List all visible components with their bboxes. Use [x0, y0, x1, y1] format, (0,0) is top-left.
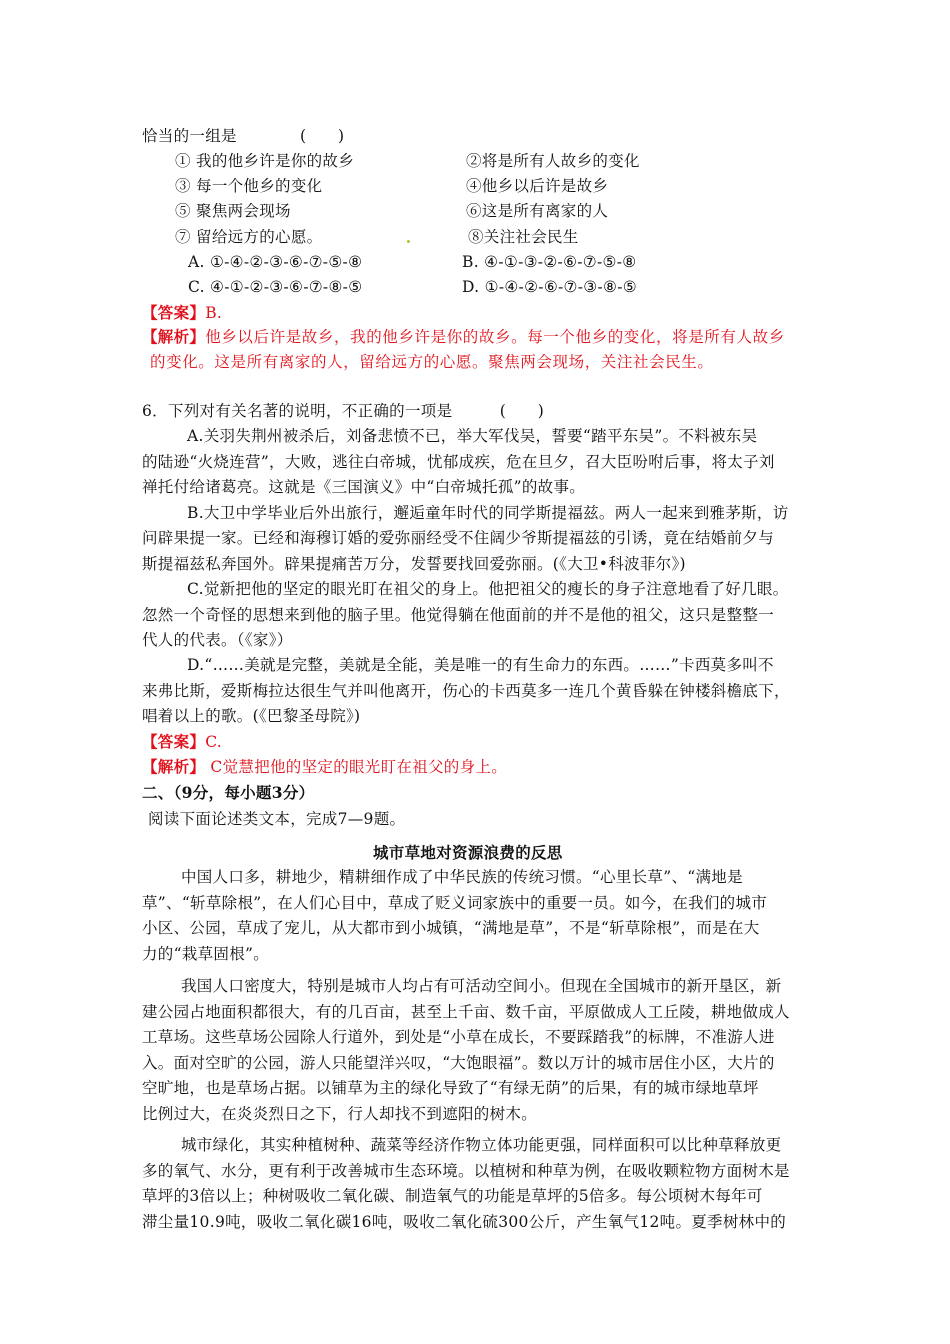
q5-answer	[142, 302, 222, 324]
answer-value: B.	[205, 304, 223, 322]
article-paragraph-3: 滞尘量10.9吨，吸收二氧化碳16吨，吸收二氧化硫300公斤，产生氧气12吨。夏季树林中的	[142, 1213, 787, 1231]
article-paragraph-2: 工草场。这些草场公园除人行道外，到处是“小草在成长，不要踩踏我”的标牌，不准游人进	[142, 1028, 775, 1046]
q6-option-b: 问辟果提一家。已经和海穆订婚的爱弥丽经受不住阔少爷斯提福兹的引诱，竟在结婚前夕与	[142, 529, 775, 547]
answer-value: C.	[205, 733, 223, 751]
article-paragraph-2: 空旷地，也是草场占据。以铺草为主的绿化导致了“有绿无荫”的后果，有的城市绿地草坪	[142, 1079, 759, 1097]
article-paragraph-1: 中国人口多，耕地少，精耕细作成了中华民族的传统习惯。“心里长草”、“满地是	[181, 868, 743, 886]
q6-option-c: 忽然一个奇怪的思想来到他的脑子里。他觉得躺在他面前的并不是他的祖父，这只是整整一	[142, 606, 775, 624]
article-paragraph-2: 入。面对空旷的公园，游人只能望洋兴叹，“大饱眼福”。数以万计的城市居住小区，大片的	[142, 1054, 775, 1072]
q5-option-right: ④他乡以后许是故乡	[466, 177, 609, 195]
article-paragraph-1: 小区、公园，草成了宠儿，从大都市到小城镇，“满地是草”，不是“斩草除根”，而是在大	[142, 919, 760, 937]
q6-option-b: B.大卫中学毕业后外出旅行，邂逅童年时代的同学斯提福兹。两人一起来到雅茅斯，访	[187, 504, 789, 522]
q5-option-right: ⑧关注社会民生	[468, 228, 579, 246]
article-paragraph-2: 建公园占地面积都很大，有的几百亩，甚至上千亩、数千亩，平原做成人工丘陵，耕地做成人	[142, 1003, 790, 1021]
q6-option-a: A.关羽失荆州被杀后，刘备悲愤不已，举大军伐吴，誓要“踏平东吴”。不料被东吴	[187, 427, 758, 445]
q5-option-left: ⑤ 聚焦两会现场	[175, 202, 291, 220]
article-paragraph-1: 草”、“斩草除根”，在人们心目中，草成了贬义词家族中的重要一员。如今，在我们的城市	[142, 894, 768, 912]
q5-choice-right: B. ④-①-③-②-⑥-⑦-⑤-⑧	[462, 253, 637, 271]
stray-mark	[407, 240, 410, 243]
article-paragraph-2: 我国人口密度大，特别是城市人均占有可活动空间小。但现在全国城市的新开垦区，新	[181, 977, 782, 995]
q5-analysis-continued: 的变化。这是所有离家的人，留给远方的心愿。聚焦两会现场，关注社会民生。	[150, 353, 714, 371]
q6-option-d: 来弗比斯，爱斯梅拉达很生气并叫他离开，伤心的卡西莫多一连几个黄昏躲在钟楼斜檐底下，	[142, 682, 790, 700]
q6-answer	[142, 731, 222, 753]
q5-option-right: ⑥这是所有离家的人	[466, 202, 609, 220]
q5-stem: 恰当的一组是 ( )	[142, 127, 345, 145]
article-paragraph-3: 多的氧气、水分，更有利于改善城市生态环境。以植树和种草为例，在吸收颗粒物方面树木是	[142, 1162, 790, 1180]
q6-option-d: 唱着以上的歌。(《巴黎圣母院》)	[142, 707, 361, 725]
q6-stem: 6．下列对有关名著的说明，不正确的一项是 ( )	[142, 402, 545, 420]
article-paragraph-2: 比例过大，在炎炎烈日之下，行人却找不到遮阳的树木。	[142, 1105, 538, 1123]
q5-choice-left: A. ①-④-②-③-⑥-⑦-⑤-⑧	[188, 253, 363, 271]
article-paragraph-3: 草坪的3倍以上；种树吸收二氧化碳、制造氧气的功能是草坪的5倍多。每公顷树木每年可	[142, 1187, 763, 1205]
q6-option-d: D.“……美就是完整，美就是全能，美是唯一的有生命力的东西。……”卡西莫多叫不	[187, 656, 774, 674]
analysis-label: 【解析】	[142, 757, 206, 776]
q5-option-left: ① 我的他乡许是你的故乡	[175, 152, 355, 170]
section-heading: 二、（9分，每小题3分）	[142, 783, 315, 802]
answer-label: 【答案】	[142, 732, 206, 751]
article-paragraph-3: 城市绿化，其实种植树种、蔬菜等经济作物立体功能更强，同样面积可以比种草释放更	[181, 1136, 782, 1154]
q5-choice-left: C. ④-①-②-③-⑥-⑦-⑧-⑤	[188, 278, 363, 296]
analysis-text: 他乡以后许是故乡，我的他乡许是你的故乡。每一个他乡的变化，将是所有人故乡	[205, 328, 785, 346]
analysis-text: C觉慧把他的坚定的眼光盯在祖父的身上。	[205, 758, 507, 776]
q6-analysis	[142, 756, 507, 778]
article-title: 城市草地对资源浪费的反思	[373, 843, 563, 862]
q6-option-c: C.觉新把他的坚定的眼光盯在祖父的身上。他把祖父的瘦长的身子注意地看了好几眼。	[187, 580, 789, 598]
q6-option-b: 斯提福兹私奔国外。辟果提痛苦万分，发誓要找回爱弥丽。(《大卫•科波菲尔》)	[142, 555, 686, 573]
q5-option-left: ③ 每一个他乡的变化	[175, 177, 323, 195]
q5-option-left: ⑦ 留给远方的心愿。	[175, 228, 323, 246]
section-instruction: 阅读下面论述类文本，完成7—9题。	[148, 810, 406, 828]
analysis-label: 【解析】	[142, 327, 206, 346]
q5-option-right: ②将是所有人故乡的变化	[466, 152, 640, 170]
answer-label: 【答案】	[142, 303, 206, 322]
article-paragraph-1: 力的“栽草固根”。	[142, 945, 270, 963]
q5-analysis	[142, 326, 785, 348]
q6-option-a: 的陆逊“火烧连营”，大败，逃往白帝城，忧郁成疾，危在旦夕，召大臣吩咐后事，将太子刘	[142, 453, 775, 471]
q5-choice-right: D. ①-④-②-⑥-⑦-③-⑧-⑤	[462, 278, 637, 296]
q6-option-c: 代人的代表。（《家》）	[142, 631, 293, 649]
q6-option-a: 禅托付给诸葛亮。这就是《三国演义》中“白帝城托孤”的故事。	[142, 478, 586, 496]
